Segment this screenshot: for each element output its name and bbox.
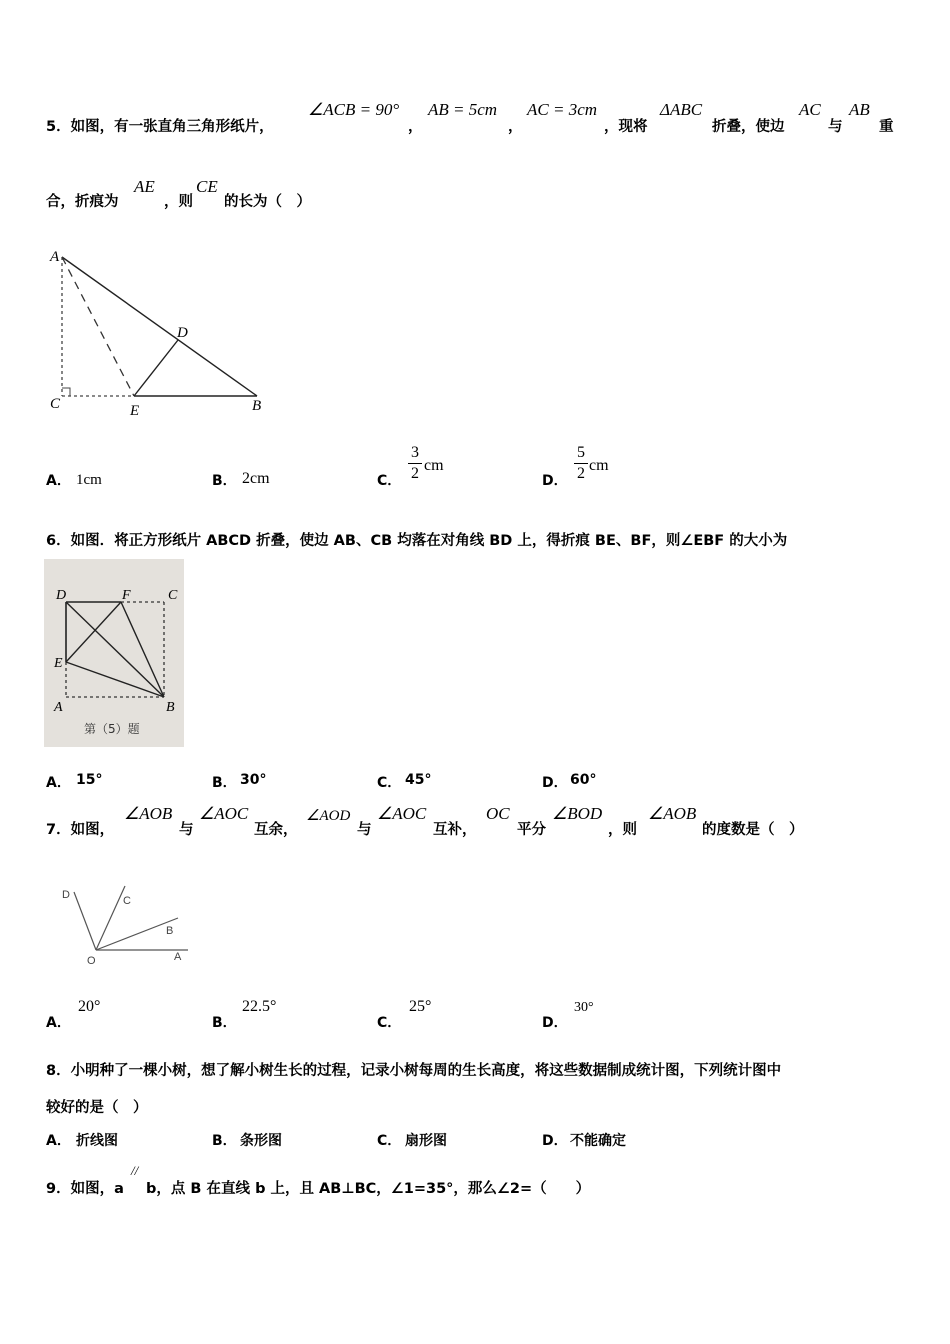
- q7-angle-aoc: ∠AOC: [199, 804, 249, 823]
- q5-lead: 5．如图，有一张直角三角形纸片，: [46, 119, 274, 135]
- q6-option-b-letter: B．: [212, 775, 237, 791]
- q6-option-a-value: 15°: [76, 772, 103, 788]
- q5-option-c-unit: cm: [424, 457, 444, 474]
- q8-option-c-letter: C．: [377, 1133, 402, 1149]
- q8-option-b-value: 条形图: [240, 1133, 282, 1149]
- fraction-denominator: 2: [411, 465, 419, 482]
- label-a: A: [50, 249, 60, 265]
- q9-text1: 9．如图，a: [46, 1181, 124, 1197]
- label-e: E: [54, 656, 63, 671]
- q6-figure: [44, 559, 184, 747]
- q5-option-b-letter: B．: [212, 473, 237, 489]
- q7-text2: 互余，: [254, 822, 298, 838]
- label-a: A: [174, 951, 182, 963]
- label-b: B: [166, 700, 175, 715]
- q7-angle-aob: ∠AOB: [124, 804, 173, 823]
- label-b: B: [166, 925, 174, 937]
- q7-text6: ，则: [608, 822, 637, 838]
- q8-line1: 8．小明种了一棵小树，想了解小树生长的过程，记录小树每周的生长高度，将这些数据制成统计图，下列统计图中: [46, 1063, 782, 1079]
- q5-line2-a: 合，折痕为: [46, 194, 119, 210]
- label-a: A: [54, 700, 63, 715]
- q7-text3: 与: [357, 822, 372, 838]
- fraction-denominator: 2: [577, 465, 585, 482]
- q7-angle-aob-2: ∠AOB: [648, 804, 697, 823]
- q7-text7: 的度数是（ ）: [702, 822, 804, 838]
- fraction-numerator: 3: [411, 444, 419, 461]
- q5-option-d-unit: cm: [589, 457, 609, 474]
- label-c: C: [168, 588, 178, 603]
- q8-option-b-letter: B．: [212, 1133, 237, 1149]
- q5-figure: [44, 245, 274, 425]
- q5-text2: 折叠，使边: [712, 119, 785, 135]
- ray-od: [74, 892, 96, 950]
- label-d: D: [56, 588, 67, 603]
- q7-angle-aod: ∠AOD: [306, 808, 351, 824]
- q5-text4: 重: [879, 119, 894, 135]
- q7-option-b-value: 22.5°: [242, 998, 277, 1015]
- label-o: O: [87, 955, 96, 967]
- q5-line2-c: 的长为（ ）: [224, 194, 311, 210]
- label-f: F: [122, 588, 131, 603]
- q5-ac-length: AC = 3cm: [527, 100, 598, 119]
- label-c: C: [50, 396, 61, 412]
- q6-option-a-letter: A．: [46, 775, 71, 791]
- q5-ab: AB: [849, 100, 870, 119]
- q7-oc: OC: [486, 804, 510, 823]
- q5-sep2: ，: [508, 119, 523, 135]
- q6-option-d-value: 60°: [570, 772, 597, 788]
- q7-option-d-value: 30°: [574, 1000, 594, 1015]
- q6-text: 6．如图．将正方形纸片 ABCD 折叠，使边 AB、CB 均落在对角线 BD 上，得折痕 BE、BF，则∠EBF 的大小为: [46, 533, 788, 549]
- q5-option-a-letter: A．: [46, 473, 71, 489]
- q7-option-d-letter: D．: [542, 1015, 568, 1031]
- q5-ac: AC: [799, 100, 821, 119]
- q7-angle-aoc-2: ∠AOC: [377, 804, 427, 823]
- q7-text4: 互补，: [433, 822, 477, 838]
- q5-option-c-letter: C．: [377, 473, 402, 489]
- q6-option-d-letter: D．: [542, 775, 568, 791]
- fraction-bar: [574, 463, 588, 464]
- q5-sep1: ，: [408, 119, 423, 135]
- q5-triangle: ΔABC: [660, 100, 703, 119]
- q5-text1: ，现将: [604, 119, 648, 135]
- line-ab: [62, 257, 257, 396]
- label-c: C: [123, 895, 131, 907]
- q5-option-a-value: 1cm: [76, 472, 102, 488]
- label-d: D: [177, 325, 188, 341]
- q7-text1: 与: [179, 822, 194, 838]
- q7-option-a-value: 20°: [78, 998, 101, 1015]
- q9-text2: b，点 B 在直线 b 上，且 AB⊥BC，∠1=35°，那么∠2=（ ）: [146, 1181, 591, 1197]
- figure-caption: 第（5）题: [84, 722, 140, 736]
- q7-option-c-value: 25°: [409, 998, 432, 1015]
- q9-parallel: //: [131, 1163, 139, 1178]
- q6-option-c-value: 45°: [405, 772, 432, 788]
- q7-option-a-letter: A．: [46, 1015, 71, 1031]
- q6-option-c-letter: C．: [377, 775, 402, 791]
- q7-option-c-letter: C．: [377, 1015, 402, 1031]
- q8-line2: 较好的是（ ）: [46, 1100, 148, 1116]
- label-d: D: [62, 889, 70, 901]
- q5-ae: AE: [134, 177, 155, 196]
- q7-lead: 7．如图，: [46, 822, 115, 838]
- q5-angle-acb: ∠ACB = 90°: [308, 100, 400, 119]
- q5-option-d-fraction: [574, 444, 588, 483]
- q5-text3: 与: [828, 119, 843, 135]
- q6-option-b-value: 30°: [240, 772, 267, 788]
- right-angle-mark: [62, 388, 70, 396]
- label-e: E: [130, 403, 140, 419]
- q5-line2-b: ，则: [164, 194, 193, 210]
- q5-ab-length: AB = 5cm: [428, 100, 498, 119]
- q5-option-d-letter: D．: [542, 473, 568, 489]
- label-b: B: [252, 398, 262, 414]
- q7-text5: 平分: [517, 822, 546, 838]
- q7-angle-bod: ∠BOD: [552, 804, 603, 823]
- line-ed: [134, 340, 178, 396]
- q7-figure: [56, 878, 196, 968]
- q8-option-a-value: 折线图: [76, 1133, 118, 1149]
- q8-option-c-value: 扇形图: [405, 1133, 447, 1149]
- q8-option-d-value: 不能确定: [570, 1133, 626, 1149]
- q8-option-d-letter: D．: [542, 1133, 568, 1149]
- fraction-bar: [408, 463, 422, 464]
- q8-option-a-letter: A．: [46, 1133, 71, 1149]
- q5-option-c-fraction: [408, 444, 422, 483]
- q5-ce: CE: [196, 177, 218, 196]
- q5-option-b-value: 2cm: [242, 470, 270, 487]
- q7-option-b-letter: B．: [212, 1015, 237, 1031]
- fraction-numerator: 5: [577, 444, 585, 461]
- line-ae: [62, 257, 134, 396]
